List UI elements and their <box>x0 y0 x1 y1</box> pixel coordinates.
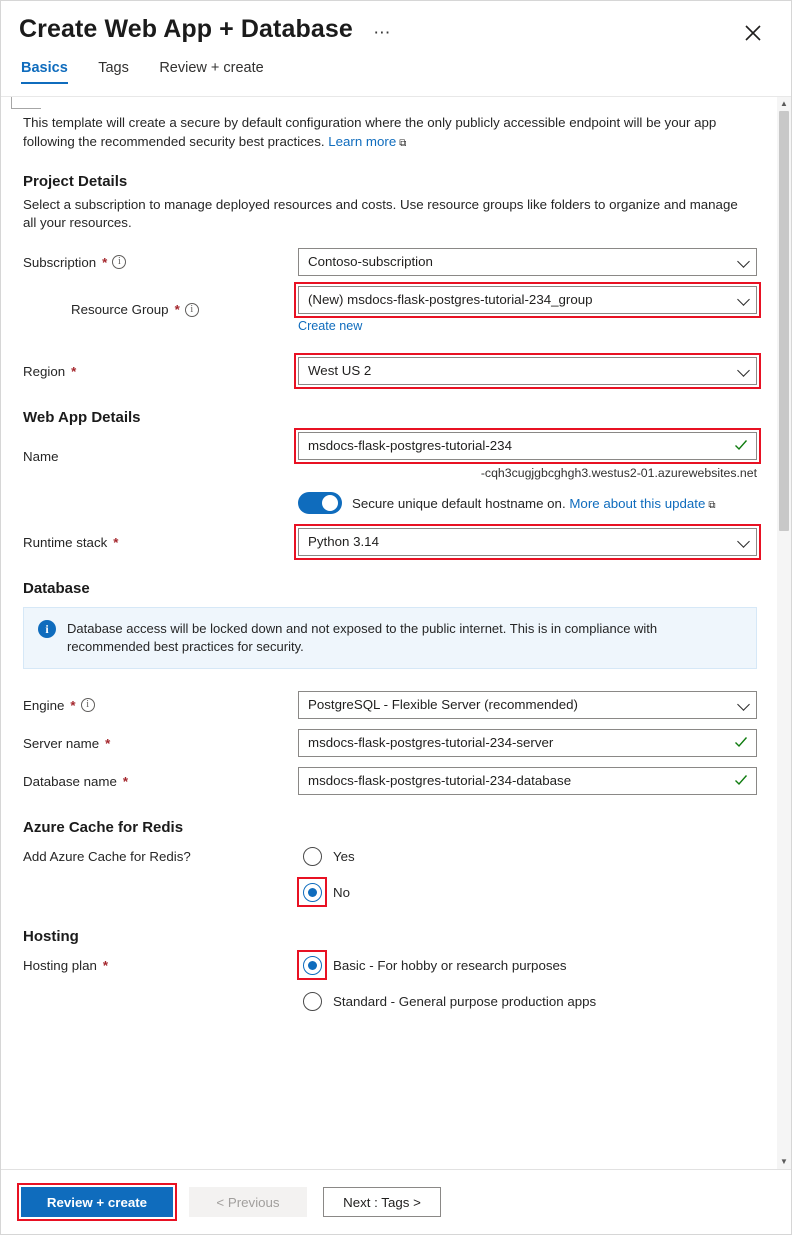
region-select[interactable]: West US 2 <box>298 357 757 385</box>
database-name-row <box>23 767 757 795</box>
engine-required-marker: * <box>70 697 76 713</box>
hosting-basic-label: Basic - For hobby or research purposes <box>333 957 567 973</box>
resource-group-label-text: Resource Group <box>71 302 169 317</box>
runtime-stack-label <box>23 535 298 550</box>
project-details-heading: Project Details <box>23 173 128 190</box>
subscription-label <box>23 255 298 270</box>
hosting-standard-radio[interactable] <box>298 987 326 1015</box>
runtime-stack-select[interactable]: Python 3.14 <box>298 528 757 556</box>
basics-form <box>1 97 777 1169</box>
subscription-field <box>298 248 757 276</box>
close-icon[interactable] <box>739 19 767 47</box>
hosting-standard-label: Standard - General purpose production apps <box>333 993 597 1009</box>
radio-circle-selected <box>303 956 322 975</box>
dialog-header <box>1 1 791 59</box>
toggle-knob <box>322 495 338 511</box>
app-hostname-suffix: -cqh3cugjgbcghgh3.westus2-01.azurewebsites.net <box>480 466 757 480</box>
engine-label <box>23 698 298 713</box>
server-name-label-text: Server name <box>23 735 100 751</box>
redis-yes-row <box>23 842 757 870</box>
subscription-select[interactable]: Contoso-subscription <box>298 248 757 276</box>
runtime-stack-row <box>23 528 757 556</box>
hosting-plan-label <box>23 958 298 973</box>
app-name-field <box>298 432 757 480</box>
redis-no-row <box>23 878 757 906</box>
hosting-standard-row <box>23 987 757 1015</box>
redis-question-label <box>23 849 298 864</box>
engine-row <box>23 691 757 719</box>
info-icon: i <box>38 620 56 638</box>
next-tags-button[interactable]: Next : Tags > <box>323 1187 441 1217</box>
runtime-stack-required-marker: * <box>113 534 119 550</box>
learn-more-link[interactable]: Learn more <box>328 134 397 149</box>
dialog-footer <box>1 1169 791 1234</box>
external-link-icon: ⧉ <box>399 138 407 149</box>
tab-bar <box>1 59 791 91</box>
region-required-marker: * <box>71 363 77 379</box>
hosting-basic-row <box>23 951 757 979</box>
scrollbar-thumb[interactable] <box>779 111 789 531</box>
tab-basics[interactable]: Basics <box>21 60 68 84</box>
previous-button[interactable]: < Previous <box>189 1187 307 1217</box>
runtime-stack-field <box>298 528 757 556</box>
app-name-row <box>23 432 757 480</box>
redis-heading: Azure Cache for Redis <box>23 819 184 836</box>
server-name-row <box>23 729 757 757</box>
region-label <box>23 364 298 379</box>
secure-hostname-label: Secure unique default hostname on. <box>352 495 566 511</box>
server-name-label <box>23 736 298 751</box>
secure-hostname-text <box>352 496 716 511</box>
redis-question-text: Add Azure Cache for Redis? <box>23 848 191 864</box>
engine-field <box>298 691 757 719</box>
engine-label-text: Engine <box>23 697 65 713</box>
resource-group-label <box>23 302 298 317</box>
hosting-plan-required-marker: * <box>102 957 109 973</box>
hosting-heading: Hosting <box>23 928 79 945</box>
radio-circle <box>303 847 322 866</box>
tree-connector <box>11 97 41 109</box>
template-intro-text: This template will create a secure by default configuration where the only publicly accessible endpoint will be your app following the recommended security best practices. <box>23 115 717 149</box>
create-new-resource-group <box>298 319 757 333</box>
create-new-link[interactable]: Create new <box>298 319 363 333</box>
app-name-label <box>23 449 298 464</box>
radio-circle <box>303 992 322 1011</box>
resource-group-select[interactable]: (New) msdocs-flask-postgres-tutorial-234_group <box>298 286 757 314</box>
redis-yes-radio[interactable] <box>298 842 326 870</box>
external-link-icon: ⧉ <box>708 499 716 511</box>
database-name-input[interactable]: msdocs-flask-postgres-tutorial-234-database <box>298 767 757 795</box>
database-name-label-text: Database name <box>23 773 117 789</box>
server-name-field <box>298 729 757 757</box>
database-info-banner <box>23 607 757 669</box>
project-details-description: Select a subscription to manage deployed resources and costs. Use resource groups like folders to organize and manage all your resources. <box>23 197 738 230</box>
runtime-stack-label-text: Runtime stack <box>23 534 108 550</box>
subscription-row <box>23 248 757 276</box>
review-create-button[interactable]: Review + create <box>21 1187 173 1217</box>
database-banner-text: Database access will be locked down and not exposed to the public internet. This is in compliance with recommended best practices for security. <box>67 621 658 654</box>
secure-hostname-toggle[interactable] <box>298 492 342 514</box>
web-app-details-heading: Web App Details <box>23 409 141 426</box>
app-name-input[interactable]: msdocs-flask-postgres-tutorial-234 <box>298 432 757 460</box>
region-field <box>298 357 757 385</box>
redis-no-radio[interactable] <box>298 878 326 906</box>
redis-yes-label: Yes <box>333 848 355 864</box>
engine-info-icon[interactable]: i <box>81 698 95 712</box>
subscription-label-text: Subscription <box>23 254 97 270</box>
server-name-required-marker: * <box>105 735 111 751</box>
secure-hostname-row <box>298 492 757 514</box>
review-create-highlight <box>21 1187 173 1217</box>
resource-group-row <box>23 286 757 333</box>
resource-group-field <box>298 286 757 333</box>
server-name-input[interactable]: msdocs-flask-postgres-tutorial-234-server <box>298 729 757 757</box>
resource-group-info-icon[interactable]: i <box>185 303 199 317</box>
tab-tags[interactable]: Tags <box>98 60 129 76</box>
engine-select[interactable]: PostgreSQL - Flexible Server (recommended) <box>298 691 757 719</box>
database-heading: Database <box>23 580 90 597</box>
region-label-text: Region <box>23 363 66 379</box>
database-name-required-marker: * <box>122 773 129 789</box>
form-scroll-region <box>1 96 791 1169</box>
database-name-field <box>298 767 757 795</box>
scroll-up-arrow-icon[interactable]: ▲ <box>780 99 788 108</box>
vertical-scrollbar[interactable] <box>777 97 791 1169</box>
hostname-update-link[interactable]: More about this update <box>569 495 706 511</box>
app-name-label-text: Name <box>23 448 59 464</box>
hosting-plan-label-text: Hosting plan <box>23 957 97 973</box>
subscription-required-marker: * <box>102 254 108 270</box>
page-title: Create Web App + Database <box>19 15 353 43</box>
hosting-basic-radio[interactable] <box>298 951 326 979</box>
subscription-info-icon[interactable]: i <box>112 255 126 269</box>
resource-group-required-marker: * <box>174 302 180 317</box>
template-intro <box>23 113 757 153</box>
redis-no-label: No <box>333 884 350 900</box>
radio-circle-selected <box>303 883 322 902</box>
tab-review-create[interactable]: Review + create <box>159 60 264 76</box>
more-options-button[interactable]: ⋯ <box>373 22 392 42</box>
scroll-down-arrow-icon[interactable]: ▼ <box>780 1157 788 1166</box>
region-row <box>23 357 757 385</box>
database-name-label <box>23 774 298 789</box>
